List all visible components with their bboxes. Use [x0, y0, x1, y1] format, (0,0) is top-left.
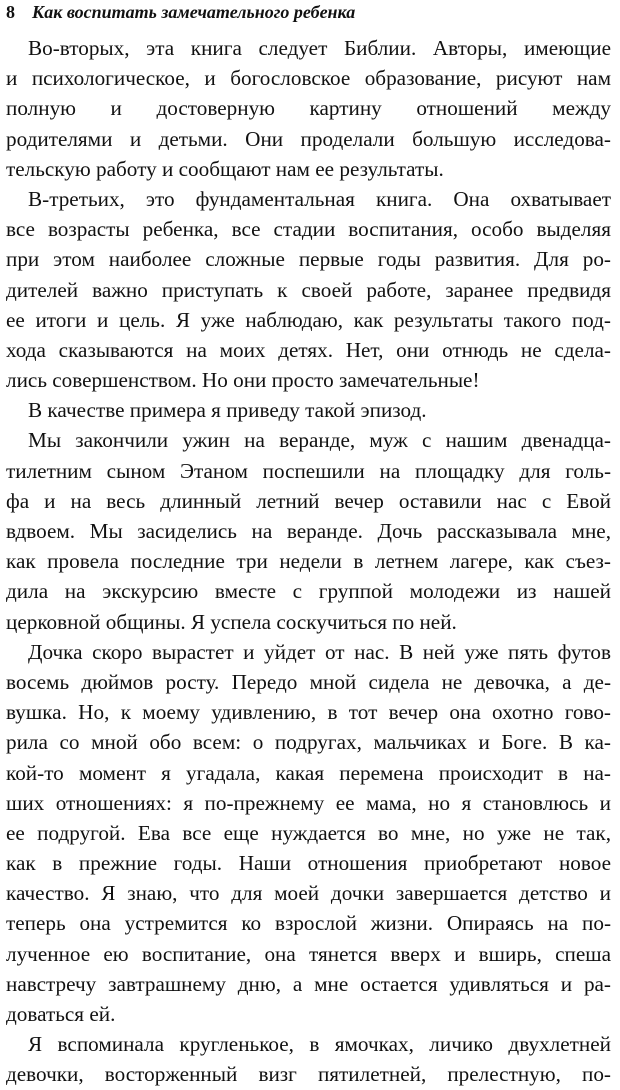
paragraph	[6, 184, 611, 395]
text-line: как в прежние годы. Наши отношения приобретают новое	[6, 851, 611, 876]
text-line: кой-то момент я угадала, какая перемена происходит в на-	[6, 760, 611, 785]
paragraph	[6, 1029, 611, 1089]
text-line: вушка. Но, к моему удивлению, в тот вечер она охотно гово-	[6, 700, 611, 725]
text-line: дителей важно приступать к своей работе, заранее предвидя	[6, 277, 611, 302]
text-line: восемь дюймов росту. Передо мной сидела не девочка, а де-	[6, 669, 611, 694]
body-text	[6, 33, 611, 1090]
text-line: как провела последние три недели в летнем лагере, как съез-	[6, 549, 611, 574]
text-line: Я вспоминала кругленькое, в ямочках, личико двухлетней	[28, 1032, 611, 1057]
text-line: доваться ей.	[6, 1002, 116, 1026]
text-line: дила на экскурсию вместе с группой молодежи из нашей	[6, 579, 611, 604]
text-line: ее подругой. Ева все еще нуждается во мне, но уже не так,	[6, 820, 611, 845]
text-line: ее итоги и цель. Я уже наблюдаю, как результаты такого под-	[6, 307, 611, 332]
text-line: ших отношениях: я по-прежнему ее мама, но я становлюсь и	[6, 790, 611, 815]
text-line: при этом наиболее сложные первые годы развития. Для ро-	[6, 247, 611, 272]
text-line: теперь она устремится ко взрослой жизни. Опираясь на по-	[6, 911, 611, 936]
text-line: лись совершенством. Но они просто замечательные!	[6, 368, 480, 393]
text-line: и психологическое, и богословское образование, рисуют нам	[6, 66, 611, 91]
paragraph	[6, 425, 611, 636]
paragraph	[6, 33, 611, 184]
running-head	[6, 0, 606, 24]
text-line: В-третьих, это фундаментальная книга. Она охватывает	[28, 186, 611, 211]
text-line: церковной общины. Я успела соскучиться по ней.	[6, 609, 457, 634]
text-line: фа и на весь длинный летний вечер оставили нас с Евой	[6, 488, 611, 513]
text-line: лученное ею воспитание, она тянется вверх и вширь, спеша	[6, 941, 611, 966]
text-line: качество. Я знаю, что для моей дочки завершается детство и	[6, 881, 611, 906]
text-line: Мы закончили ужин на веранде, муж с нашим двенадца-	[28, 428, 611, 453]
text-line: тилетним сыном Этаном поспешили на площадку для голь-	[6, 458, 611, 483]
text-line: хода сказываются на моих детях. Нет, они отнюдь не сдела-	[6, 337, 611, 362]
text-line: Во-вторых, эта книга следует Библии. Авторы, имеющие	[28, 36, 611, 60]
paragraph	[6, 395, 611, 425]
text-line: тельскую работу и сообщают нам ее результаты.	[6, 156, 444, 181]
paragraph	[6, 637, 611, 1029]
text-line: навстречу завтрашнему дню, а мне остается удивляться и ра-	[6, 971, 611, 996]
book-title: Как воспитать замечательного ребенка	[32, 2, 356, 22]
text-line: полную и достоверную картину отношений между	[6, 96, 611, 121]
text-line: Дочка скоро вырастет и уйдет от нас. В ней уже пять футов	[28, 639, 611, 664]
text-line: рила со мной обо всем: о подругах, мальчиках и Боге. В ка-	[6, 730, 611, 755]
text-line: родителями и детьми. Они проделали большую исследова-	[6, 126, 611, 151]
text-line: вдвоем. Мы засиделись на веранде. Дочь рассказывала мне,	[6, 519, 611, 543]
text-line: девочки, восторженный визг пятилетней, прелестную, по-	[6, 1062, 611, 1087]
page-number: 8	[6, 2, 15, 22]
text-line: все возрасты ребенка, все стадии воспитания, особо выделяя	[6, 217, 611, 242]
text-line: В качестве примера я приведу такой эпизод.	[28, 398, 427, 423]
